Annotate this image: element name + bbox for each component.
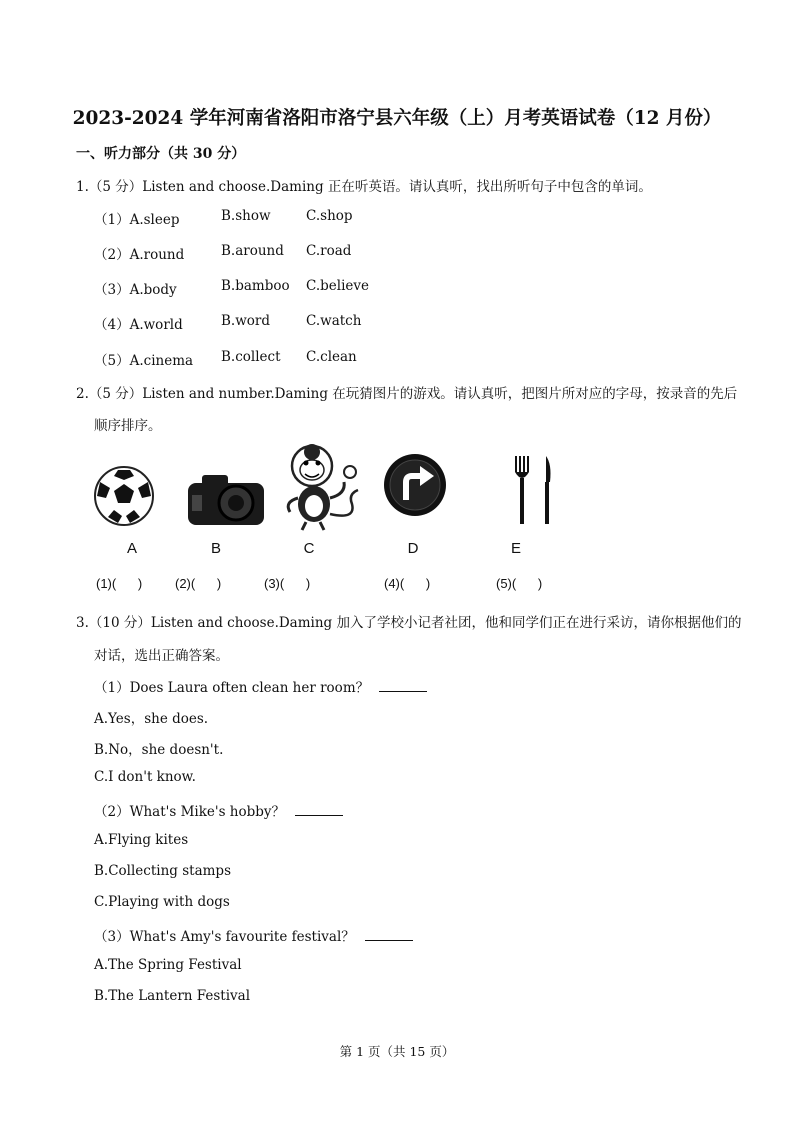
picture-label-c: C: [303, 540, 315, 557]
q3-sub2-question: （2）What's Mike's hobby？: [94, 800, 343, 820]
q1-option-c: C.believe: [306, 278, 370, 294]
q1-option-a: （4）A.world: [94, 317, 183, 333]
picture-label-b: B: [210, 540, 221, 557]
q1-option-c: C.watch: [306, 313, 362, 329]
q3-sub3-option-a: A.The Spring Festival: [94, 957, 242, 973]
q1-option-b: B.around: [221, 243, 284, 259]
turn-right-sign-icon: [382, 452, 462, 542]
q1-option-b: B.collect: [221, 349, 281, 365]
answer-blank[interactable]: [379, 679, 427, 692]
q3-sub3-question: （3）What's Amy's favourite festival？: [94, 925, 413, 945]
fork-knife-icon: [506, 452, 586, 542]
answer-blank-5[interactable]: (5)( ): [496, 576, 543, 591]
q1-option-b: B.word: [221, 313, 270, 329]
q2-stem-cont: 顺序排序。: [94, 418, 162, 434]
q1-option-a: （5）A.cinema: [94, 353, 194, 369]
monkey-icon: [276, 442, 356, 532]
q1-option-c: C.road: [306, 243, 352, 259]
answer-blank-4[interactable]: (4)( ): [384, 576, 431, 591]
q1-option-c: C.clean: [306, 349, 357, 365]
q3-sub2-option-c: C.Playing with dogs: [94, 894, 230, 910]
q3-sub1-option-a: A.Yes，she does.: [94, 711, 209, 727]
answer-blank[interactable]: [365, 928, 413, 941]
q3-stem-cont: 对话，选出正确答案。: [94, 648, 229, 664]
q1-option-a: （2）A.round: [94, 247, 185, 263]
answer-blank[interactable]: [295, 803, 343, 816]
picture-label-e: E: [510, 540, 521, 557]
page-title: 2023-2024 学年河南省洛阳市洛宁县六年级（上）月考英语试卷（12 月份）: [72, 108, 722, 129]
q1-stem: 1.（5 分）Listen and choose.Daming 正在听英语。请认真听，找出所听句子中包含的单词。: [76, 179, 652, 195]
q3-sub1-option-b: B.No，she doesn't.: [94, 742, 224, 758]
answer-blank-3[interactable]: (3)( ): [264, 576, 311, 591]
camera-icon: [182, 440, 262, 530]
picture-label-a: A: [126, 540, 137, 557]
answer-blank-2[interactable]: (2)( ): [175, 576, 222, 591]
soccer-ball-icon: [90, 440, 170, 530]
q3-sub1-question: （1）Does Laura often clean her room？: [94, 676, 427, 696]
q3-sub2-option-a: A.Flying kites: [94, 832, 189, 848]
q1-option-a: （3）A.body: [94, 282, 177, 298]
q1-option-c: C.shop: [306, 208, 353, 224]
picture-label-d: D: [407, 540, 419, 557]
q1-option-a: （1）A.sleep: [94, 212, 180, 228]
page-footer: 第 1 页（共 15 页）: [339, 1044, 455, 1059]
answer-blank-1[interactable]: (1)( ): [96, 576, 143, 591]
q3-sub1-option-c: C.I don't know.: [94, 769, 196, 785]
q1-option-b: B.bamboo: [221, 278, 290, 294]
q2-stem: 2.（5 分）Listen and number.Daming 在玩猜图片的游戏。请认真听，把图片所对应的字母，按录音的先后: [76, 386, 738, 402]
q3-stem: 3.（10 分）Listen and choose.Daming 加入了学校小记者社团，他和同学们正在进行采访，请你根据他们的: [76, 615, 742, 631]
q1-option-b: B.show: [221, 208, 271, 224]
q3-sub3-option-b: B.The Lantern Festival: [94, 988, 251, 1004]
section-heading: 一、听力部分（共 30 分）: [76, 146, 246, 162]
q3-sub2-option-b: B.Collecting stamps: [94, 863, 231, 879]
